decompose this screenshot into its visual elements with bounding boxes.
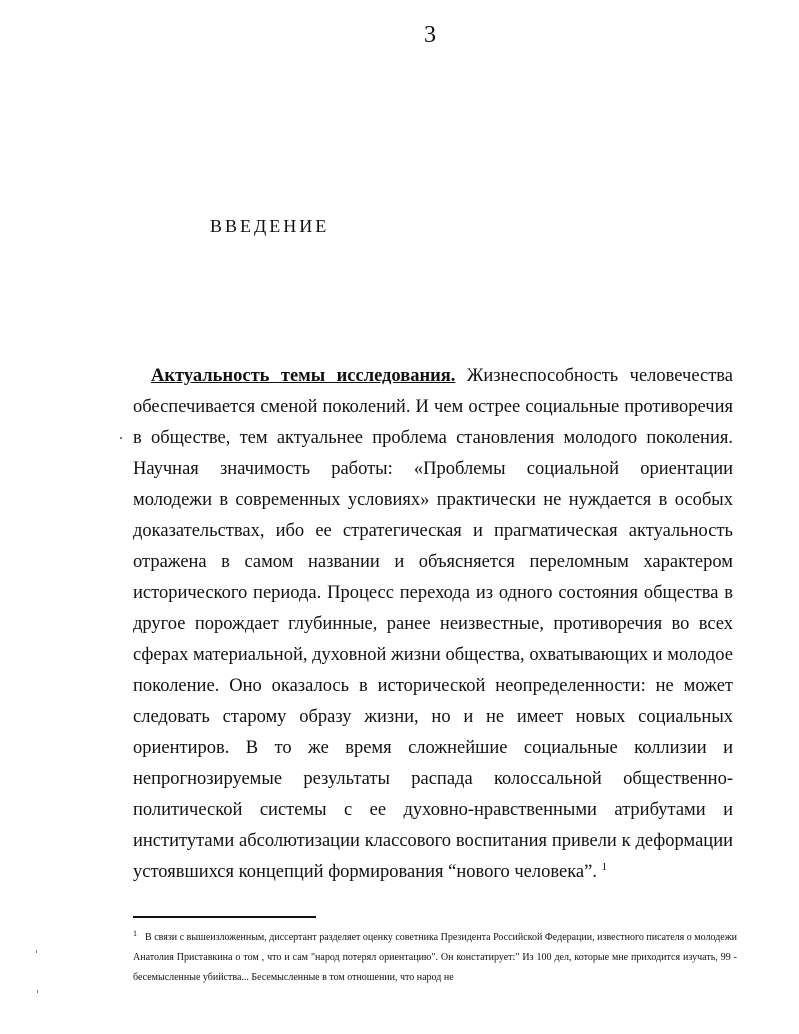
footnote-divider — [133, 916, 316, 918]
paragraph-text: Жизнеспособность человечества обеспечивается сменой поколений. И чем острее социальные противоречия в обществе, тем актуальнее проблема становления молодого поколения. Научная значимость работы: «Проблемы социальной ориентации молодежи в современных условиях» практически не нуждается в особых доказательствах, ибо ее стратегическая и прагматическая актуальность отражена в самом названии и объясняется переломным характером исторического периода. Процесс перехода из одного состояния общества в другое порождает глубинные, ранее неизвестные, противоречия во всех сферах материальной, духовной жизни общества, охватывающих и молодое поколение. Оно оказалось в исторической неопределенности: не может следовать старому образу жизни, но и не имеет новых социальных ориентиров. В то же время сложнейшие социальные коллизии и непрогнозируемые результаты распада колоссальной общественно-политической системы с ее духовно-нравственными атрибутами и институтами абсолютизации классового воспитания привели к деформации устоявшихся концепций формирования “нового человека”. — [133, 366, 734, 882]
scan-speck — [36, 950, 37, 953]
section-heading: ВВЕДЕНИЕ — [210, 216, 330, 236]
page-number: 3 — [424, 22, 436, 48]
scan-speck — [37, 990, 38, 993]
lead-phrase: Актуальность темы исследования. — [151, 366, 456, 386]
footnote — [133, 928, 737, 988]
footnote-marker: 1 — [133, 929, 137, 938]
scan-speck — [120, 437, 122, 439]
footnote-text: В связи с вышеизложенным, диссертант разделяет оценку советника Президента Российской Федерации, известного писателя о молодежи Анатолия Приставкина о том , что и сам "народ потерял ориентацию". Он констатирует:" Из 100 дел, которые мне приходится изучать, 99 - бесемысленные убийства... Бесемысленные в том отношении, что народ не — [133, 932, 737, 983]
footnote-reference[interactable]: 1 — [601, 861, 608, 873]
body-paragraph — [133, 361, 733, 888]
